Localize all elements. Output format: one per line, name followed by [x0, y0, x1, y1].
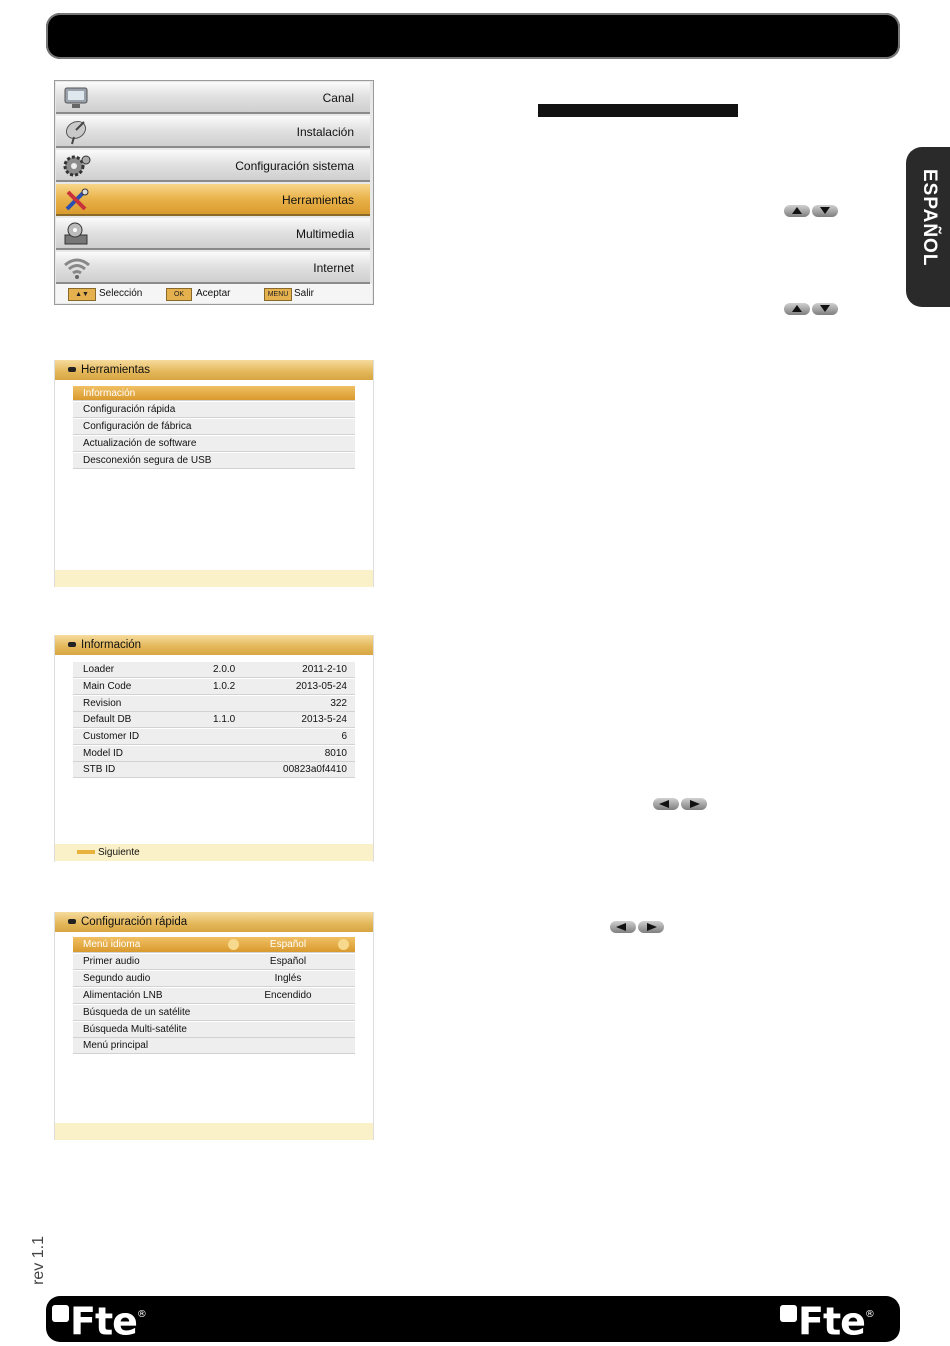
tools-item-actualizacion-software[interactable]: Actualización de software — [73, 436, 355, 452]
gear-icon — [62, 153, 92, 179]
header-bar — [46, 13, 900, 59]
main-menu — [54, 80, 374, 305]
info-panel-header — [55, 635, 373, 655]
info-row: Default DB 1.1.0 2013-5-24 — [73, 712, 355, 728]
tools-panel-footer — [55, 570, 373, 587]
tools-item-desconexion-usb[interactable]: Desconexión segura de USB — [73, 453, 355, 469]
tools-panel — [54, 360, 374, 587]
menu-item-herramientas[interactable]: Herramientas — [56, 184, 370, 216]
menu-key-icon: MENU — [264, 288, 292, 301]
info-panel-title: Información — [81, 639, 142, 651]
quick-row-segundo-audio[interactable]: Segundo audio Inglés — [73, 971, 355, 987]
satellite-dish-icon — [62, 119, 92, 145]
up-down-arrows-icon — [784, 303, 840, 315]
language-tab-label: ESPAÑOL — [919, 169, 940, 267]
ok-key-icon: OK — [166, 288, 192, 301]
info-panel — [54, 635, 374, 862]
info-row: STB ID 00823a0f4410 — [73, 762, 355, 778]
quick-row-busqueda-multisatelite[interactable]: Búsqueda Multi-satélite — [73, 1022, 355, 1038]
menu-footer — [56, 284, 372, 303]
footer-bar — [46, 1296, 900, 1342]
quick-row-menu-idioma[interactable]: Menú idioma Español — [73, 937, 355, 953]
fte-logo: Fte® — [780, 1301, 874, 1337]
quick-setup-title: Configuración rápida — [81, 916, 188, 928]
media-player-icon — [62, 221, 92, 247]
tools-item-configuracion-fabrica[interactable]: Configuración de fábrica — [73, 419, 355, 435]
up-down-arrows-icon — [784, 205, 840, 217]
footer-accept-label: Aceptar — [196, 288, 231, 299]
fte-logo: Fte® — [52, 1301, 146, 1337]
section-heading-bar — [538, 104, 738, 117]
select-key-icon: ▲▼ — [68, 288, 96, 301]
bullet-icon — [68, 919, 76, 924]
quick-setup-panel — [54, 912, 374, 1140]
quick-row-primer-audio[interactable]: Primer audio Español — [73, 954, 355, 970]
tools-item-configuracion-rapida[interactable]: Configuración rápida — [73, 402, 355, 418]
tv-icon — [62, 85, 92, 111]
next-label[interactable]: Siguiente — [98, 847, 140, 858]
tools-panel-title: Herramientas — [81, 364, 151, 376]
bullet-icon — [68, 642, 76, 647]
info-row: Customer ID 6 — [73, 729, 355, 745]
info-row: Model ID 8010 — [73, 746, 355, 762]
tools-panel-header — [55, 360, 373, 380]
footer-select-label: Selección — [99, 288, 143, 299]
menu-item-internet[interactable]: Internet — [56, 252, 370, 284]
left-right-arrows-icon — [610, 921, 666, 933]
menu-item-instalacion[interactable]: Instalación — [56, 116, 370, 148]
quick-setup-footer — [55, 1123, 373, 1140]
tools-item-informacion[interactable]: Información — [73, 386, 355, 401]
quick-row-menu-principal[interactable]: Menú principal — [73, 1038, 355, 1054]
quick-setup-header — [55, 912, 373, 932]
bullet-icon — [68, 367, 76, 372]
revision-label: rev 1.1 — [30, 1236, 47, 1285]
language-tab — [906, 147, 950, 307]
right-arrow-icon[interactable] — [338, 939, 349, 950]
tools-icon — [62, 187, 92, 213]
menu-item-configuracion-sistema[interactable]: Configuración sistema — [56, 150, 370, 182]
menu-item-canal[interactable]: Canal — [56, 82, 370, 114]
left-right-arrows-icon — [653, 798, 709, 810]
yellow-key-icon — [77, 850, 95, 854]
info-row: Loader 2.0.0 2011-2-10 — [73, 662, 355, 678]
quick-row-busqueda-satelite[interactable]: Búsqueda de un satélite — [73, 1005, 355, 1021]
quick-row-alimentacion-lnb[interactable]: Alimentación LNB Encendido — [73, 988, 355, 1004]
info-row: Revision 322 — [73, 696, 355, 712]
menu-item-multimedia[interactable]: Multimedia — [56, 218, 370, 250]
wifi-icon — [62, 255, 92, 281]
footer-exit-label: Salir — [294, 288, 315, 299]
info-panel-footer — [55, 844, 373, 861]
info-row: Main Code 1.0.2 2013-05-24 — [73, 679, 355, 695]
